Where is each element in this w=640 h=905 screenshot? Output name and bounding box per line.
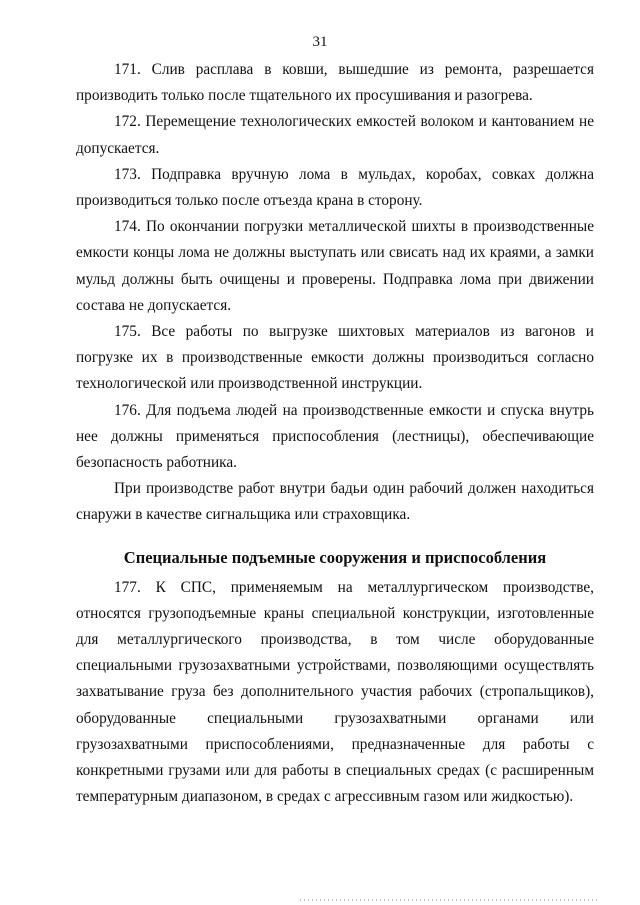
page-number: 31 [312,34,328,50]
document-body [76,57,594,810]
scan-edge-artifact [300,899,600,901]
paragraph-176: 176. Для подъема людей на производственные емкости и спуска внутрь нее должны применяться приспособления (лестницы), обеспечивающие безопасность работника. [76,401,594,472]
paragraph-175: 175. Все работы по выгрузке шихтовых материалов из вагонов и погрузке их в производственные емкости должны производиться согласно технологической или производственной инструкции. [76,323,594,393]
paragraph-174: 174. По окончании погрузки металлической шихты в производственные емкости концы лома не должны выступать или свисать над их краями, а замки мульд должны быть очищены и проверены. Подправка лома при движении состава не допускается. [76,218,594,314]
paragraph-177: 177. К СПС, применяемым на металлургическом производстве, относятся грузоподъемные краны специальной конструкции, изготовленные для металлургического производства, в том числе оборудованные специальными грузозахватными устройствами, позволяющими осуществлять захватывание груза без дополнительного участия рабочих (стропальщиков), оборудованные специальными грузозахватными органами или грузозахватными приспособлениями, предназначенные для работы с конкретными грузами или для работы в специальных средах (с расширенным температурным диапазоном, в средах с агрессивным газом или жидкостью). [76,578,594,806]
paragraph-176-continuation: При производстве работ внутри бадьи один рабочий должен находиться снаружи в качестве сигнальщика или страховщика. [76,480,594,524]
paragraph-173: 173. Подправка вручную лома в мульдах, коробах, совках должна производиться только после отъезда крана в сторону. [76,165,594,210]
section-heading: Специальные подъемные сооружения и приспособления [123,547,547,567]
paragraph-171: 171. Слив расплава в ковши, вышедшие из ремонта, разрешается производить только после тщательного их просушивания и разогрева. [76,61,594,105]
paragraph-172: 172. Перемещение технологических емкостей волоком и кантованием не допускается. [76,113,594,157]
